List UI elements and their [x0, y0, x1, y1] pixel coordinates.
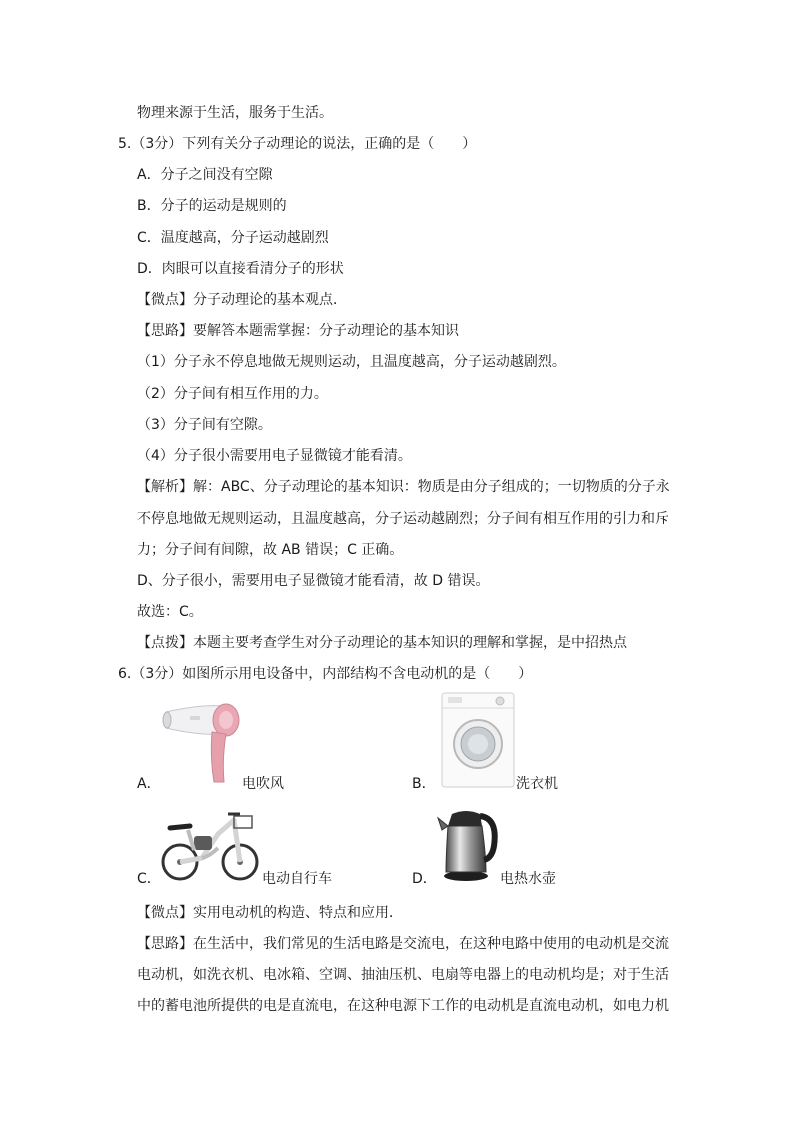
- q5-jiexi-line-4: D、分子很小，需要用电子显微镜才能看清，故 D 错误。: [137, 573, 490, 589]
- q5-point-2: （2）分子间有相互作用的力。: [137, 386, 328, 402]
- q5-jiexi-line-3: 力；分子间有间隙，故 AB 错误；C 正确。: [137, 542, 404, 558]
- q5-option-c: C．温度越高，分子运动越剧烈: [137, 230, 329, 246]
- q5-option-b: B．分子的运动是规则的: [137, 198, 287, 214]
- washing-machine-image: [440, 692, 516, 788]
- electric-kettle-image: [436, 806, 498, 882]
- q6-option-b-letter: B．: [412, 776, 436, 792]
- q5-point-3: （3）分子间有空隙。: [137, 417, 272, 433]
- hair-dryer-image: [160, 698, 242, 786]
- q5-option-a: A．分子之间没有空隙: [137, 167, 273, 183]
- electric-bicycle-image: [160, 808, 260, 882]
- q6-option-c-letter: C．: [137, 871, 161, 887]
- intro-tail-line: 物理来源于生活，服务于生活。: [137, 105, 333, 121]
- q6-option-d-letter: D．: [412, 871, 437, 887]
- q6-option-b-label: 洗衣机: [516, 776, 558, 792]
- question-6-stem: 6.（3分）如图所示用电设备中，内部结构不含电动机的是（ ）: [118, 666, 533, 682]
- question-5-stem: 5.（3分）下列有关分子动理论的说法，正确的是（ ）: [118, 136, 477, 152]
- q5-option-d: D．肉眼可以直接看清分子的形状: [137, 261, 344, 277]
- q6-option-c-label: 电动自行车: [262, 871, 332, 887]
- q6-option-a-label: 电吹风: [242, 776, 284, 792]
- q5-point-1: （1）分子永不停息地做无规则运动，且温度越高，分子运动越剧烈。: [137, 354, 566, 370]
- q6-option-a-letter: A．: [137, 776, 161, 792]
- q6-weidian: 【微点】实用电动机的构造、特点和应用．: [137, 905, 403, 921]
- q5-weidian: 【微点】分子动理论的基本观点．: [137, 292, 347, 308]
- q6-option-d-label: 电热水壶: [500, 871, 556, 887]
- q5-jiexi-line-2: 不停息地做无规则运动，且温度越高，分子运动越剧烈；分子间有相互作用的引力和斥: [137, 511, 669, 527]
- q5-silu: 【思路】要解答本题需掌握：分子动理论的基本知识: [137, 323, 459, 339]
- q5-jiexi-line-1: 【解析】解：ABC、分子动理论的基本知识：物质是由分子组成的；一切物质的分子永: [137, 479, 670, 495]
- q5-jiexi-line-5: 故选：C。: [137, 604, 203, 620]
- q6-silu-line-1: 【思路】在生活中，我们常见的生活电路是交流电，在这种电路中使用的电动机是交流: [137, 936, 669, 952]
- q5-dianbo: 【点拨】本题主要考查学生对分子动理论的基本知识的理解和掌握，是中招热点: [137, 635, 627, 651]
- q6-silu-line-3: 中的蓄电池所提供的电是直流电，在这种电源下工作的电动机是直流电动机，如电力机: [137, 998, 669, 1014]
- q6-silu-line-2: 电动机，如洗衣机、电冰箱、空调、抽油压机、电扇等电器上的电动机均是；对于生活: [137, 967, 669, 983]
- q5-point-4: （4）分子很小需要用电子显微镜才能看清。: [137, 448, 412, 464]
